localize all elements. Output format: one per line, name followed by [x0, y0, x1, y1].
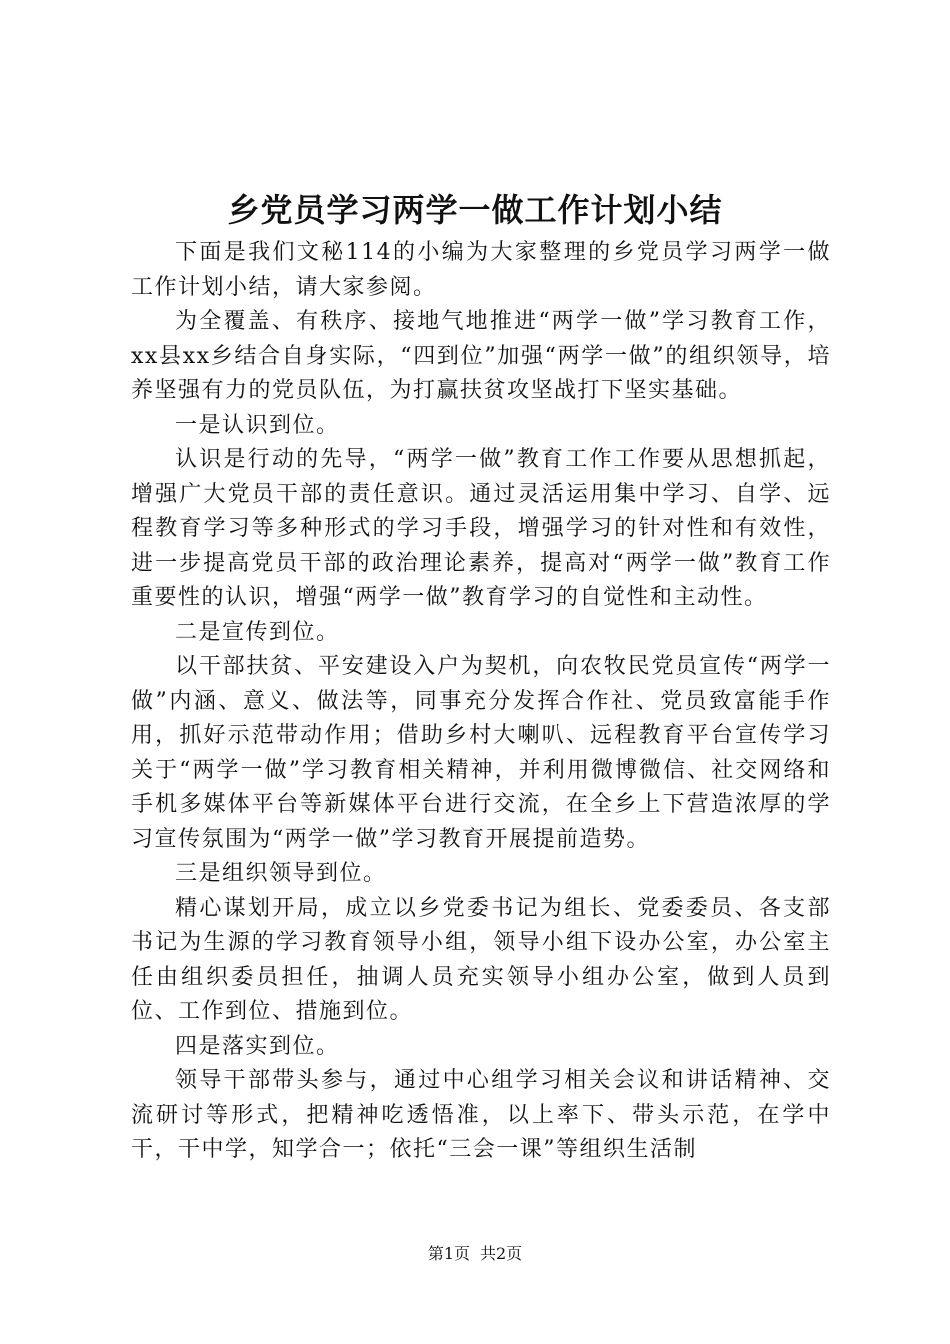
page-number: 第1页 — [427, 1244, 470, 1263]
section-heading-2: 二是宣传到位。 — [175, 619, 340, 645]
section-heading-4: 四是落实到位。 — [175, 1033, 340, 1059]
paragraph-intro: 下面是我们文秘114的小编为大家整理的乡党员学习两学一做工作计划小结，请大家参阅。 — [131, 240, 831, 300]
paragraph-section-2: 以干部扶贫、平安建设入户为契机，向农牧民党员宣传“两学一做”内涵、意义、做法等，同事充分发挥合作社、党员致富能手作用，抓好示范带动作用；借助乡村大喇叭、远程教育平台宣传学习关于“两学一做”学习教育相关精神，并利用微博微信、社交网络和手机多媒体平台等新媒体平台进行交流，在全乡上下营造浓厚的学习宣传氛围为“两学一做”学习教育开展提前造势。 — [131, 654, 831, 852]
document-title: 乡党员学习两学一做工作计划小结 — [227, 191, 723, 229]
paragraph-section-1: 认识是行动的先导，“两学一做”教育工作工作要从思想抓起，增强广大党员干部的责任意识。通过灵活运用集中学习、自学、远程教育学习等多种形式的学习手段，增强学习的针对性和有效性，进一步提高党员干部的政治理论素养，提高对“两学一做”教育工作重要性的认识，增强“两学一做”教育学习的自觉性和主动性。 — [131, 447, 831, 610]
document-body — [131, 236, 831, 1168]
paragraph-overview: 为全覆盖、有秩序、接地气地推进“两学一做”学习教育工作，xx县xx乡结合自身实际，“四到位”加强“两学一做”的组织领导，培养坚强有力的党员队伍，为打赢扶贫攻坚战打下坚实基础。 — [131, 309, 831, 403]
page-total: 共2页 — [480, 1244, 523, 1263]
page-footer — [0, 1243, 950, 1265]
section-heading-3: 三是组织领导到位。 — [175, 861, 387, 886]
paragraph-section-4: 领导干部带头参与，通过中心组学习相关会议和讲话精神、交流研讨等形式，把精神吃透悟准，以上率下、带头示范，在学中干，干中学，知学合一；依托“三会一课”等组织生活制 — [131, 1068, 831, 1162]
section-heading-1: 一是认识到位。 — [175, 412, 340, 438]
paragraph-section-3: 精心谋划开局，成立以乡党委书记为组长、党委委员、各支部书记为生源的学习教育领导小组，领导小组下设办公室，办公室主任由组织委员担任，抽调人员充实领导小组办公室，做到人员到位、工作到位、措施到位。 — [131, 895, 831, 1024]
